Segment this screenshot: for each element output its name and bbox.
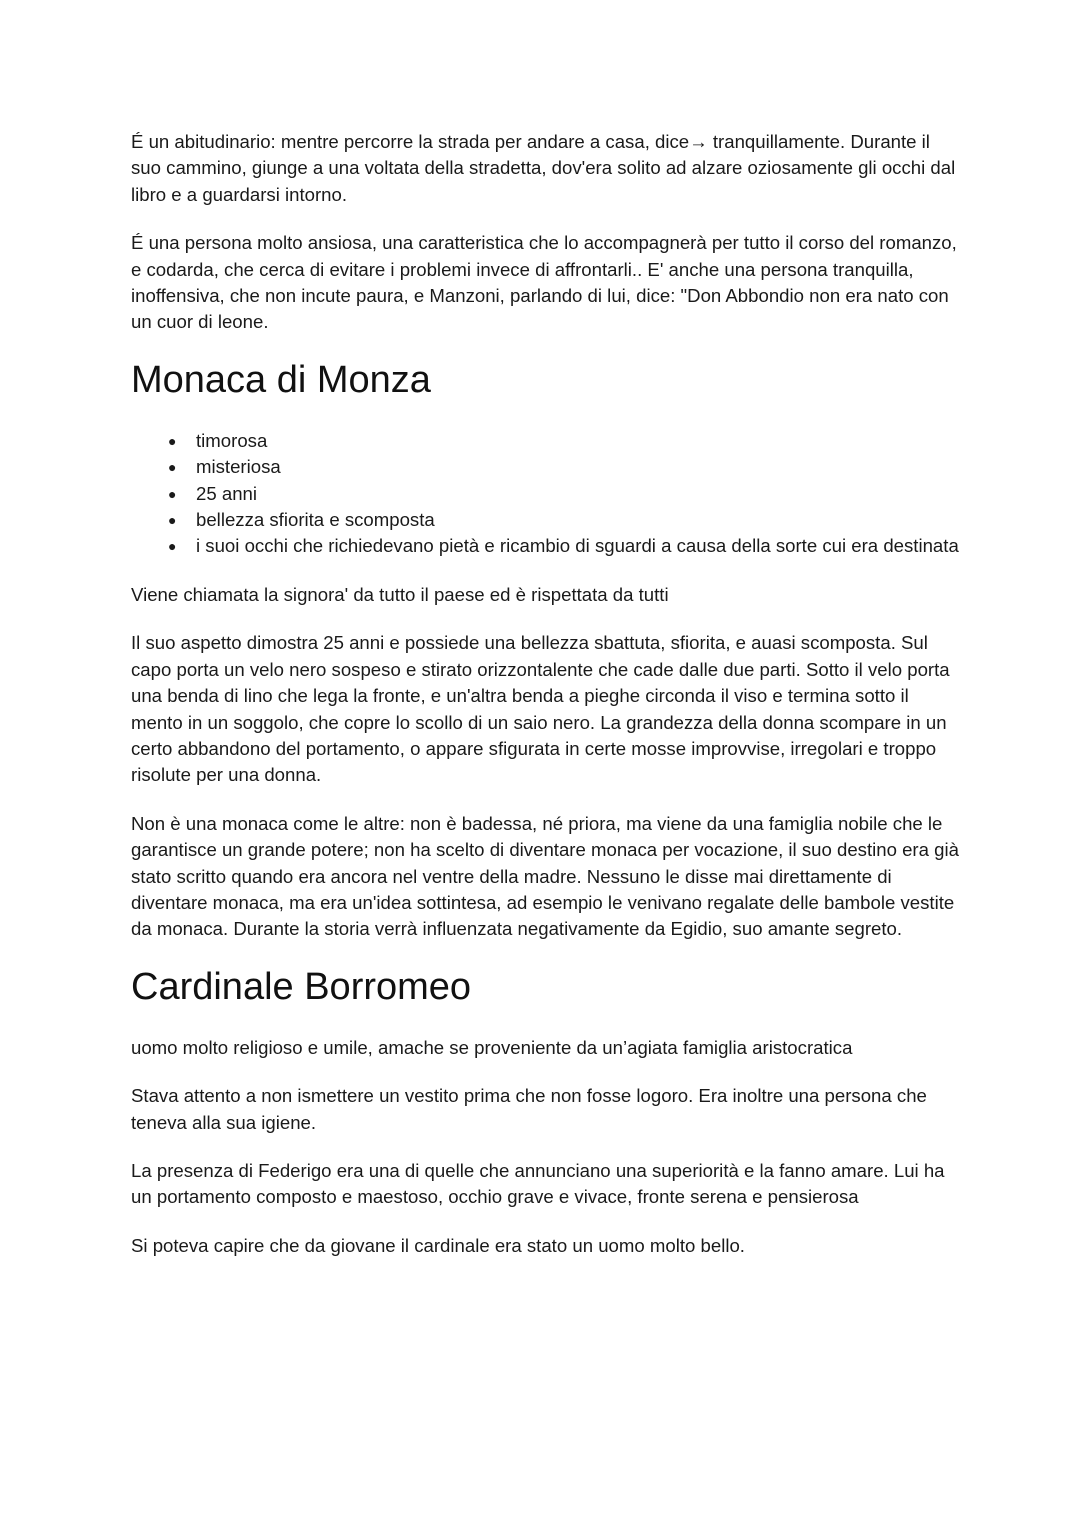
- bullet-icon: ●: [168, 512, 177, 529]
- monaca-heading: Monaca di Monza: [131, 358, 431, 401]
- document-page: [131, 129, 961, 1281]
- monaca-paragraph-3: Non è una monaca come le altre: non è badessa, né priora, ma viene da una famiglia nobile che le garantisce un grande potere; non ha scelto di diventare monaca per vocazione, il suo destino era già stato scritto quando era ancora nel ventre della madre. Nessuno le disse mai direttamente di diventare monaca, ma era un'idea sottintesa, ad esempio le venivano regalate delle bambole vestite da monaca. Durante la storia verrà influenzata negativamente da Egidio, suo amante segreto.: [131, 812, 959, 940]
- list-item-text: bellezza sfiorita e scomposta: [196, 509, 435, 531]
- monaca-paragraph-1: Viene chiamata la signora' da tutto il paese ed è rispettata da tutti: [131, 583, 669, 605]
- list-item-text: misteriosa: [196, 456, 281, 478]
- bullet-icon: ●: [168, 459, 177, 476]
- list-item: [131, 428, 961, 454]
- list-item-text: 25 anni: [196, 482, 258, 504]
- cardinale-paragraph-1: uomo molto religioso e umile, amache se proveniente da un’agiata famiglia aristocratica: [131, 1036, 853, 1058]
- bullet-icon: ●: [168, 432, 177, 449]
- list-item-text: i suoi occhi che richiedevano pietà e ricambio di sguardi a causa della sorte cui era destinata: [196, 535, 959, 557]
- monaca-traits-list: [131, 428, 961, 560]
- bullet-icon: ●: [168, 485, 177, 502]
- list-item: [131, 454, 961, 480]
- list-item: [131, 481, 961, 507]
- cardinale-paragraph-2: Stava attento a non ismettere un vestito prima che non fosse logoro. Era inoltre una persona che teneva alla sua igiene.: [131, 1085, 927, 1133]
- cardinale-paragraph-3: La presenza di Federigo era una di quelle che annunciano una superiorità e la fanno amare. Lui ha un portamento composto e maestoso, occhio grave e vivace, fronte serena e pensierosa: [131, 1159, 945, 1208]
- cardinale-heading: Cardinale Borromeo: [131, 965, 472, 1008]
- monaca-paragraph-2: Il suo aspetto dimostra 25 anni e possiede una bellezza sbattuta, sfiorita, e auasi scomposta. Sul capo porta un velo nero sospeso e stirato orizzontalente che cade dalle due parti. Sotto il velo porta una benda di lino che lega la fronte, e un'altra benda a pieghe circonda il viso e termina sotto il mento in un soggolo, che copre lo scollo di un saio nero. La grandezza della donna scompare in un certo abbandono del portamento, o appare sfigurata in certe mosse improvvise, irregolari e troppo risolute per una donna.: [131, 632, 950, 786]
- don-abbondio-paragraph-2: É una persona molto ansiosa, una caratteristica che lo accompagnerà per tutto il corso del romanzo, e codarda, che cerca di evitare i problemi invece di affrontarli.. E' anche una persona tranquilla, inoffensiva, che non incute paura, e Manzoni, parlando di lui, dice: "Don Abbondio non era nato con un cuor di leone.: [131, 232, 957, 333]
- list-item-text: timorosa: [196, 429, 268, 451]
- don-abbondio-paragraph-1: É un abitudinario: mentre percorre la strada per andare a casa, dice→ tranquillamente. Durante il suo cammino, giunge a una voltata della stradetta, dov'era solito ad alzare oziosamente gli occhi dal libro e a guardarsi intorno.: [131, 131, 956, 205]
- list-item: [131, 507, 961, 533]
- cardinale-paragraph-4: Si poteva capire che da giovane il cardinale era stato un uomo molto bello.: [131, 1234, 745, 1256]
- list-item: [131, 533, 961, 559]
- bullet-icon: ●: [168, 538, 177, 555]
